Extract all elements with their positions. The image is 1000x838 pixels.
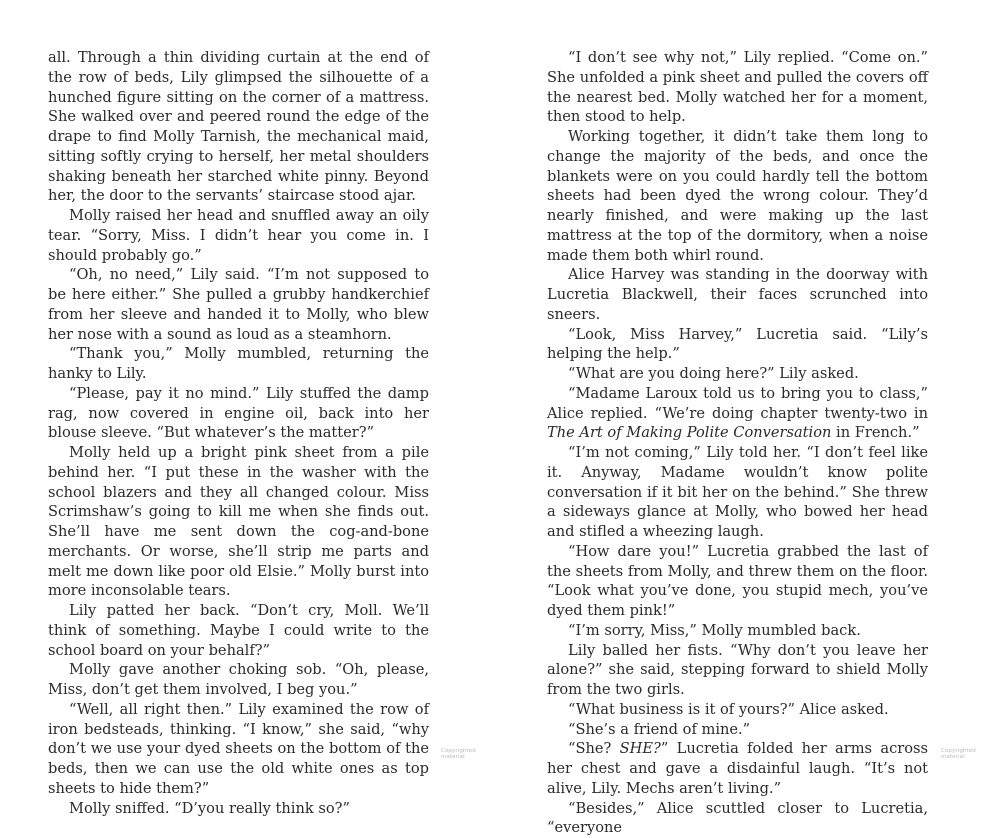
paragraph: “What are you doing here?” Lily asked. bbox=[547, 364, 928, 384]
paragraph-text: ” Lucretia folded her arms across her chest and gave a disdainful laugh. “It’s not alive, Lily. Mechs aren’t living.” bbox=[547, 740, 928, 797]
book-title: The Art of Making Polite Conversation bbox=[547, 424, 831, 441]
paragraph: Molly raised her head and snuffled away an oily tear. “Sorry, Miss. I didn’t hear you come in. I should probably go.” bbox=[48, 206, 429, 265]
paragraph-text: “She? bbox=[568, 740, 620, 757]
paragraph-text: in French.” bbox=[831, 424, 919, 441]
paragraph: Lily balled her fists. “Why don’t you leave her alone?” she said, stepping forward to shield Molly from the two girls. bbox=[547, 641, 928, 700]
paragraph: “What business is it of yours?” Alice asked. bbox=[547, 700, 928, 720]
paragraph: “Oh, no need,” Lily said. “I’m not supposed to be here either.” She pulled a grubby handkerchief from her sleeve and handed it to Molly, who blew her nose with a sound as loud as a steamhorn. bbox=[48, 265, 429, 344]
paragraph: Molly sniffed. “D’you really think so?” bbox=[48, 799, 429, 819]
left-text-column bbox=[48, 48, 429, 818]
paragraph: Molly gave another choking sob. “Oh, please, Miss, don’t get them involved, I beg you.” bbox=[48, 660, 429, 700]
paragraph: Lily patted her back. “Don’t cry, Moll. We’ll think of something. Maybe I could write to the school board on your behalf?” bbox=[48, 601, 429, 660]
copyright-watermark: Copyrighted material bbox=[441, 748, 500, 760]
paragraph-text: “Madame Laroux told us to bring you to class,” Alice replied. “We’re doing chapter twenty-two in bbox=[547, 385, 928, 422]
paragraph: Working together, it didn’t take them long to change the majority of the beds, and once the blankets were on you could hardly tell the bottom sheets had been dyed the wrong colour. They’d nearly finished, and were making up the last mattress at the top of the dormitory, when a noise made them both whirl round. bbox=[547, 127, 928, 265]
paragraph bbox=[547, 384, 928, 443]
right-text-column bbox=[547, 48, 928, 838]
paragraph: “I’m not coming,” Lily told her. “I don’t feel like it. Anyway, Madame wouldn’t know polite conversation if it bit her on the behind.” She threw a sideways glance at Molly, who bowed her head and stifled a wheezing laugh. bbox=[547, 443, 928, 542]
paragraph: “She’s a friend of mine.” bbox=[547, 720, 928, 740]
emphasis: SHE? bbox=[620, 740, 661, 757]
paragraph: “How dare you!” Lucretia grabbed the last of the sheets from Molly, and threw them on the floor. “Look what you’ve done, you stupid mech, you’ve dyed them pink!” bbox=[547, 542, 928, 621]
left-page bbox=[0, 0, 500, 762]
paragraph: “Look, Miss Harvey,” Lucretia said. “Lily’s helping the help.” bbox=[547, 325, 928, 365]
paragraph: Alice Harvey was standing in the doorway with Lucretia Blackwell, their faces scrunched into sneers. bbox=[547, 265, 928, 324]
right-page bbox=[500, 0, 1000, 762]
paragraph: “I don’t see why not,” Lily replied. “Come on.” She unfolded a pink sheet and pulled the covers off the nearest bed. Molly watched her for a moment, then stood to help. bbox=[547, 48, 928, 127]
paragraph: “Well, all right then.” Lily examined the row of iron bedsteads, thinking. “I know,” she said, “why don’t we use your dyed sheets on the bottom of the beds, then we can use the old white ones as top sheets to hide them?” bbox=[48, 700, 429, 799]
paragraph bbox=[547, 739, 928, 798]
paragraph: all. Through a thin dividing curtain at the end of the row of beds, Lily glimpsed the silhouette of a hunched figure sitting on the corner of a mattress. She walked over and peered round the edge of the drape to find Molly Tarnish, the mechanical maid, sitting softly crying to herself, her metal shoulders shaking beneath her starched white pinny. Beyond her, the door to the servants’ staircase stood ajar. bbox=[48, 48, 429, 206]
paragraph: “Thank you,” Molly mumbled, returning the hanky to Lily. bbox=[48, 344, 429, 384]
paragraph: “Please, pay it no mind.” Lily stuffed the damp rag, now covered in engine oil, back into her blouse sleeve. “But whatever’s the matter?” bbox=[48, 384, 429, 443]
paragraph: “I’m sorry, Miss,” Molly mumbled back. bbox=[547, 621, 928, 641]
paragraph: Molly held up a bright pink sheet from a pile behind her. “I put these in the washer with the school blazers and they all changed colour. Miss Scrimshaw’s going to kill me when she finds out. She’ll have me sent down the cog-and-bone merchants. Or worse, she’ll strip me parts and melt me down like poor old Elsie.” Molly burst into more inconsolable tears. bbox=[48, 443, 429, 601]
copyright-watermark: Copyrighted material bbox=[941, 748, 1000, 760]
paragraph: “Besides,” Alice scuttled closer to Lucretia, “everyone bbox=[547, 799, 928, 838]
